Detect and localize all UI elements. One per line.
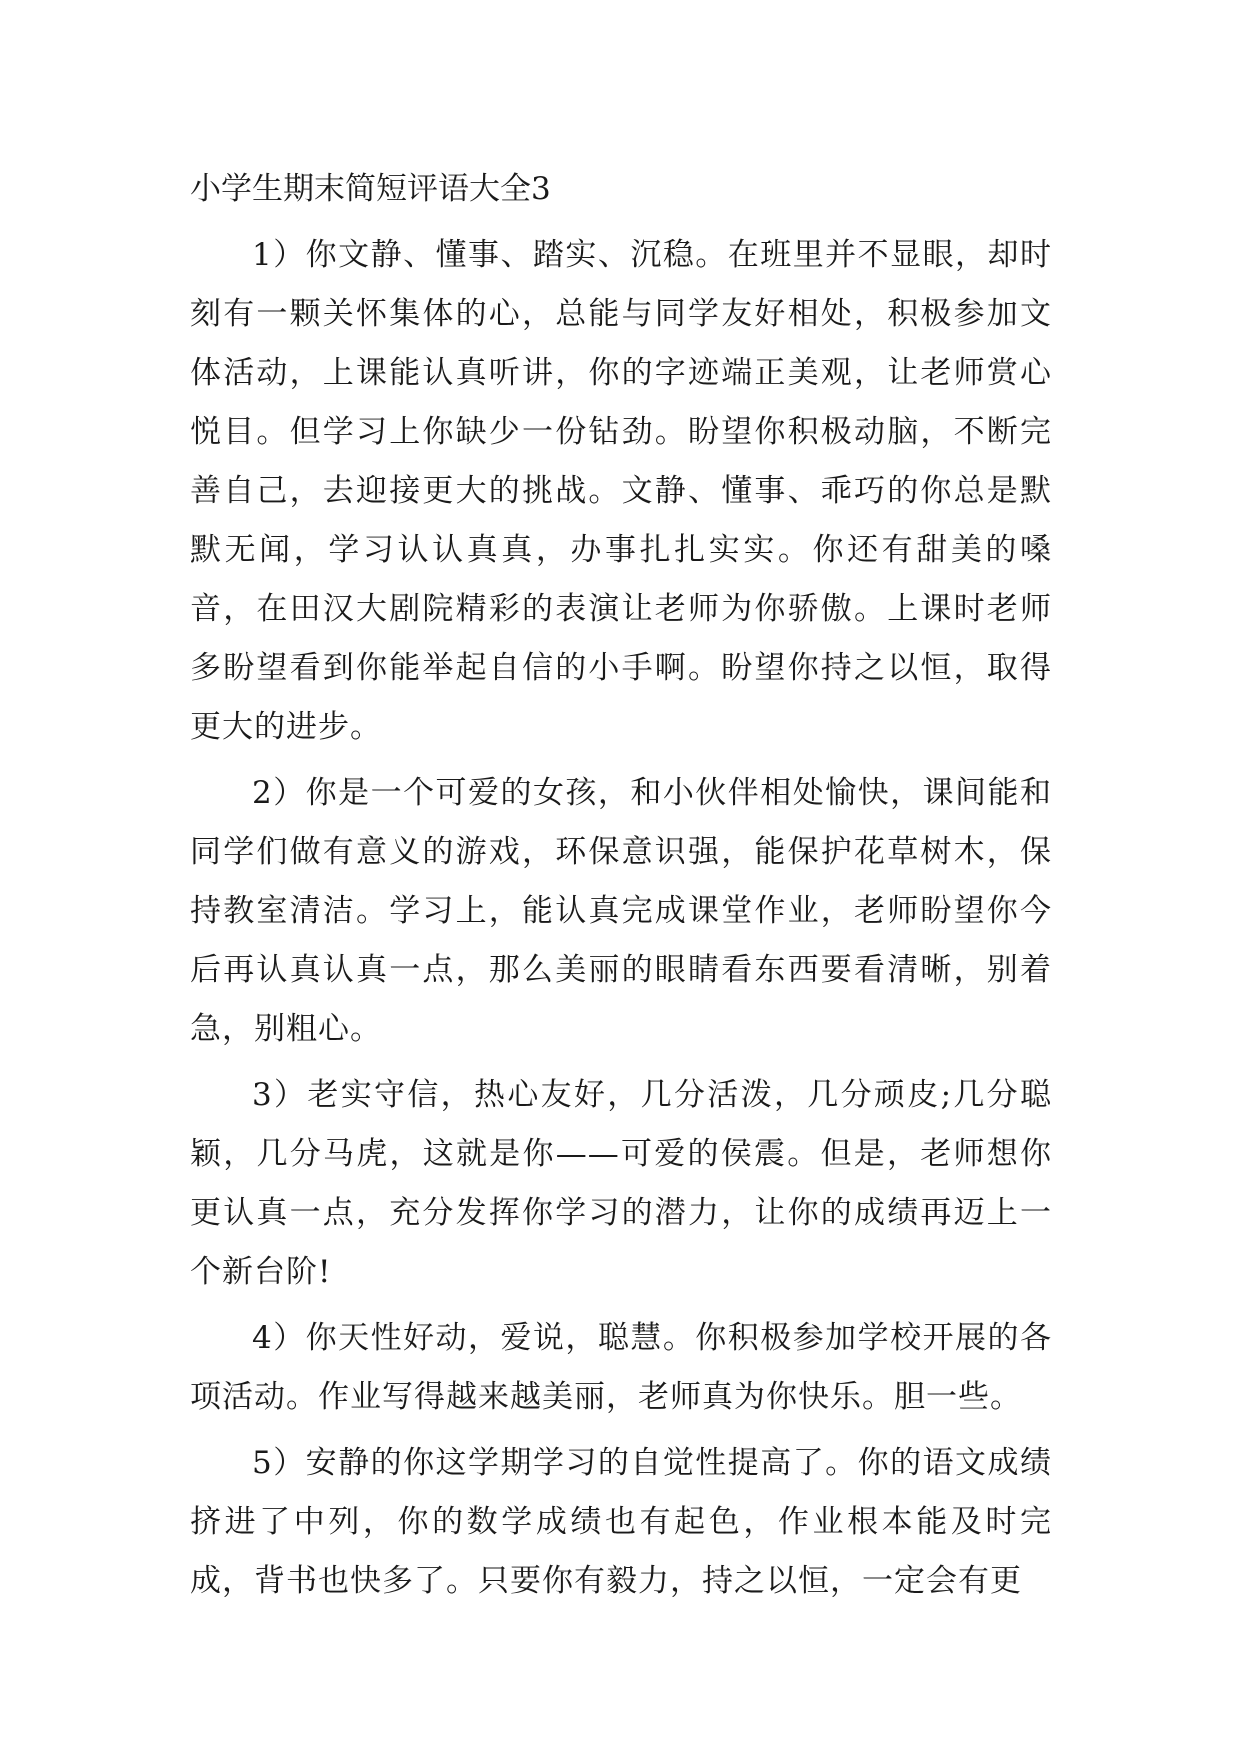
comment-paragraph-3: 3）老实守信，热心友好，几分活泼，几分顽皮;几分聪颖，几分马虎，这就是你——可爱的侯震。但是，老师想你更认真一点，充分发挥你学习的潜力，让你的成绩再迈上一个新台阶! xyxy=(190,1077,1052,1290)
comment-paragraph-1: 1）你文静、懂事、踏实、沉稳。在班里并不显眼，却时刻有一颗关怀集体的心，总能与同学友好相处，积极参加文体活动，上课能认真听讲，你的字迹端正美观，让老师赏心悦目。但学习上你缺少一份钻劲。盼望你积极动脑，不断完善自己，去迎接更大的挑战。文静、懂事、乖巧的你总是默默无闻，学习认认真真，办事扎扎实实。你还有甜美的嗓音，在田汉大剧院精彩的表演让老师为你骄傲。上课时老师多盼望看到你能举起自信的小手啊。盼望你持之以恒，取得更大的进步。 xyxy=(190,237,1052,745)
comment-paragraph-4: 4）你天性好动，爱说，聪慧。你积极参加学校开展的各项活动。作业写得越来越美丽，老师真为你快乐。胆一些。 xyxy=(190,1320,1052,1415)
document-page xyxy=(190,160,1052,1611)
comment-paragraph-2: 2）你是一个可爱的女孩，和小伙伴相处愉快，课间能和同学们做有意义的游戏，环保意识强，能保护花草树木，保持教室清洁。学习上，能认真完成课堂作业，老师盼望你今后再认真认真一点，那么美丽的眼睛看东西要看清晰，别着急，别粗心。 xyxy=(190,775,1052,1047)
comment-paragraph-5: 5）安静的你这学期学习的自觉性提高了。你的语文成绩挤进了中列，你的数学成绩也有起色，作业根本能及时完成，背书也快多了。只要你有毅力，持之以恒，一定会有更 xyxy=(190,1445,1052,1599)
document-title: 小学生期末简短评语大全3 xyxy=(190,171,551,207)
